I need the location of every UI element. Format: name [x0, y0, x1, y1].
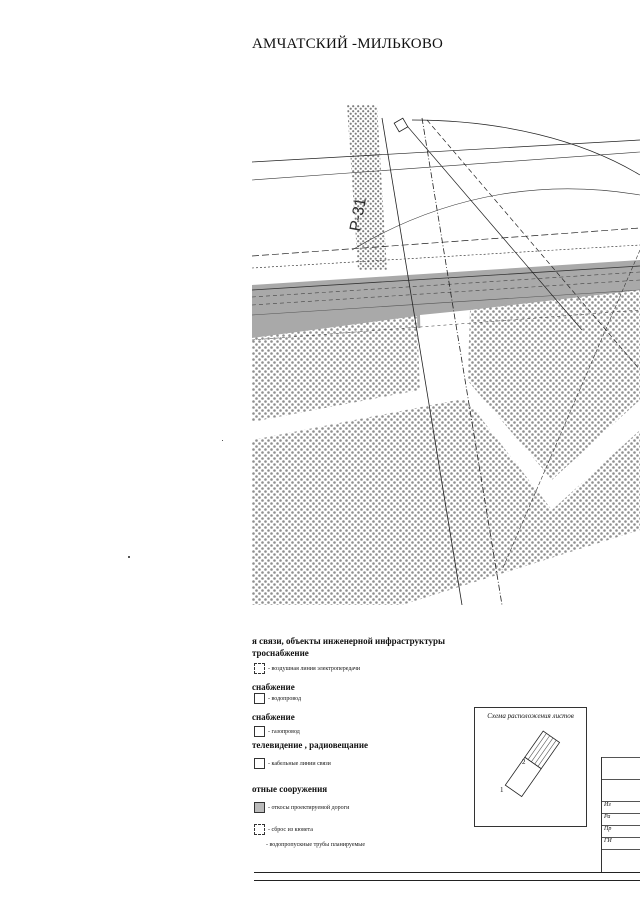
sheet-layout-inset — [474, 707, 587, 827]
legend-group-telecom: телевидение , радиовещание — [252, 740, 369, 750]
legend-item-gas: - газопровод — [254, 726, 300, 737]
map-title: АМЧАТСКИЙ -МИЛЬКОВО — [252, 36, 444, 52]
title-block — [601, 757, 640, 872]
scan-speck — [128, 556, 130, 558]
road-label: Р-31 — [347, 196, 370, 233]
powerline-swatch — [254, 663, 265, 674]
legend-group-structures: отные сооружения — [252, 784, 328, 794]
legend-item-culverts: - водопропускные трубы планируемые — [266, 842, 365, 848]
slopes-swatch — [254, 802, 265, 813]
sheet-1-label: 1 — [500, 786, 504, 794]
legend-item-slopes: - откосы проектируемой дороги — [254, 802, 349, 813]
legend-group-water: снабжение — [252, 682, 295, 692]
stamp-label-ra: Ра — [604, 814, 611, 820]
stamp-label-pr: Пр — [604, 826, 612, 832]
sheet-layout-diagram — [475, 708, 586, 826]
ditch-swatch — [254, 824, 265, 835]
frame-rule — [254, 880, 640, 881]
legend-item-cable: - кабельные линии связи — [254, 758, 331, 769]
water-swatch — [254, 693, 265, 704]
route-map — [252, 100, 640, 605]
legend-item-water: - водопровод — [254, 693, 301, 704]
legend-item-powerline: - воздушная линия электропередачи — [254, 663, 360, 674]
inset-title: Схема расположения листов — [487, 712, 574, 720]
legend-group-power: троснабжение — [252, 648, 309, 658]
legend-group-gas: снабжение — [252, 712, 295, 722]
stamp-label-gi: ГИ — [604, 838, 612, 844]
top-dotted-strip — [347, 105, 387, 270]
sheet-2-label: 2 — [522, 758, 526, 766]
legend-heading: я связи, объекты инженерной инфраструктуры — [252, 636, 446, 646]
gas-swatch — [254, 726, 265, 737]
frame-rule — [254, 872, 640, 873]
cable-swatch — [254, 758, 265, 769]
stamp-label-iz: Из — [604, 802, 611, 808]
legend-item-ditch: - сброс из кювета — [254, 824, 313, 835]
scan-speck — [222, 440, 223, 441]
